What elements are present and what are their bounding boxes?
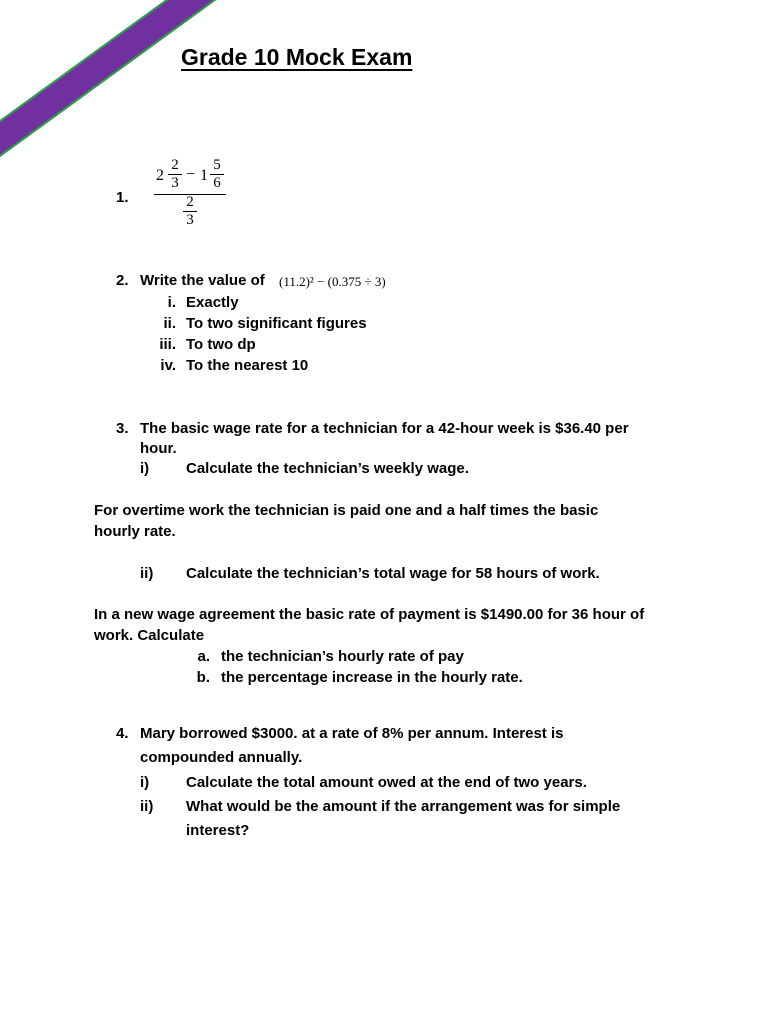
q1-whole-b: 1 xyxy=(200,167,208,184)
q1-denominator-num: 2 xyxy=(186,194,194,210)
q2-item-3-text: To two dp xyxy=(186,336,256,353)
q1-denominator-fraction xyxy=(183,195,197,228)
q1-fraction-b xyxy=(210,158,224,191)
q1-fraction-a-den: 3 xyxy=(171,175,179,191)
q1-number: 1. xyxy=(116,189,129,206)
q3-sub-item-a-text: the technician’s hourly rate of pay xyxy=(221,648,464,665)
q3-agreement-line-2: work. Calculate xyxy=(94,627,205,644)
q2-item-1-text: Exactly xyxy=(186,294,239,311)
q3-sub-item-b-marker: b. xyxy=(196,669,210,686)
q2-number: 2. xyxy=(116,272,129,289)
q3-part-ii-marker: ii) xyxy=(140,565,154,582)
q4-line-1: Mary borrowed $3000. at a rate of 8% per annum. Interest is xyxy=(140,725,564,742)
q2-item-2-text: To two significant figures xyxy=(186,315,367,332)
q1-fraction-b-num: 5 xyxy=(213,157,221,173)
q4-number: 4. xyxy=(116,725,129,742)
q3-overtime-line-1: For overtime work the technician is paid one and a half times the basic xyxy=(94,502,599,519)
q1-denominator-den: 3 xyxy=(186,212,194,228)
q3-part-i-text: Calculate the technician’s weekly wage. xyxy=(186,460,469,477)
q3-line-2: hour. xyxy=(140,440,177,457)
q2-expression: (11.2)² − (0.375 ÷ 3) xyxy=(279,274,386,289)
q3-part-i-marker: i) xyxy=(140,460,150,477)
q2-item-4-marker: iv. xyxy=(160,357,176,374)
q2-item-2-marker: ii. xyxy=(163,315,176,332)
q3-sub-item-b-text: the percentage increase in the hourly rate. xyxy=(221,669,523,686)
q4-part-ii-text: What would be the amount if the arrangement was for simple xyxy=(186,798,621,815)
q4-part-ii-continuation: interest? xyxy=(186,822,250,839)
page-title: Grade 10 Mock Exam xyxy=(181,44,413,70)
q3-overtime-line-2: hourly rate. xyxy=(94,523,176,540)
q1-fraction-b-den: 6 xyxy=(213,175,221,191)
q4-part-i-marker: i) xyxy=(140,774,150,791)
q1-fraction-a xyxy=(168,158,182,191)
q1-minus: − xyxy=(186,166,196,183)
q1-fraction-a-num: 2 xyxy=(171,157,179,173)
q4-part-i-text: Calculate the total amount owed at the end of two years. xyxy=(186,774,587,791)
q3-number: 3. xyxy=(116,420,129,437)
q3-agreement-line-1: In a new wage agreement the basic rate of payment is $1490.00 for 36 hour of xyxy=(94,606,645,623)
q3-line-1: The basic wage rate for a technician for a 42-hour week is $36.40 per xyxy=(140,420,629,437)
q2-item-4-text: To the nearest 10 xyxy=(186,357,309,374)
q4-part-ii-marker: ii) xyxy=(140,798,154,815)
q2-item-1-marker: i. xyxy=(167,294,176,311)
q4-line-2: compounded annually. xyxy=(140,749,303,766)
q2-item-3-marker: iii. xyxy=(159,336,176,353)
q3-sub-item-a-marker: a. xyxy=(197,648,210,665)
q3-part-ii-text: Calculate the technician’s total wage for 58 hours of work. xyxy=(186,565,600,582)
q1-whole-a: 2 xyxy=(156,167,164,184)
q2-prompt: Write the value of xyxy=(140,272,265,289)
